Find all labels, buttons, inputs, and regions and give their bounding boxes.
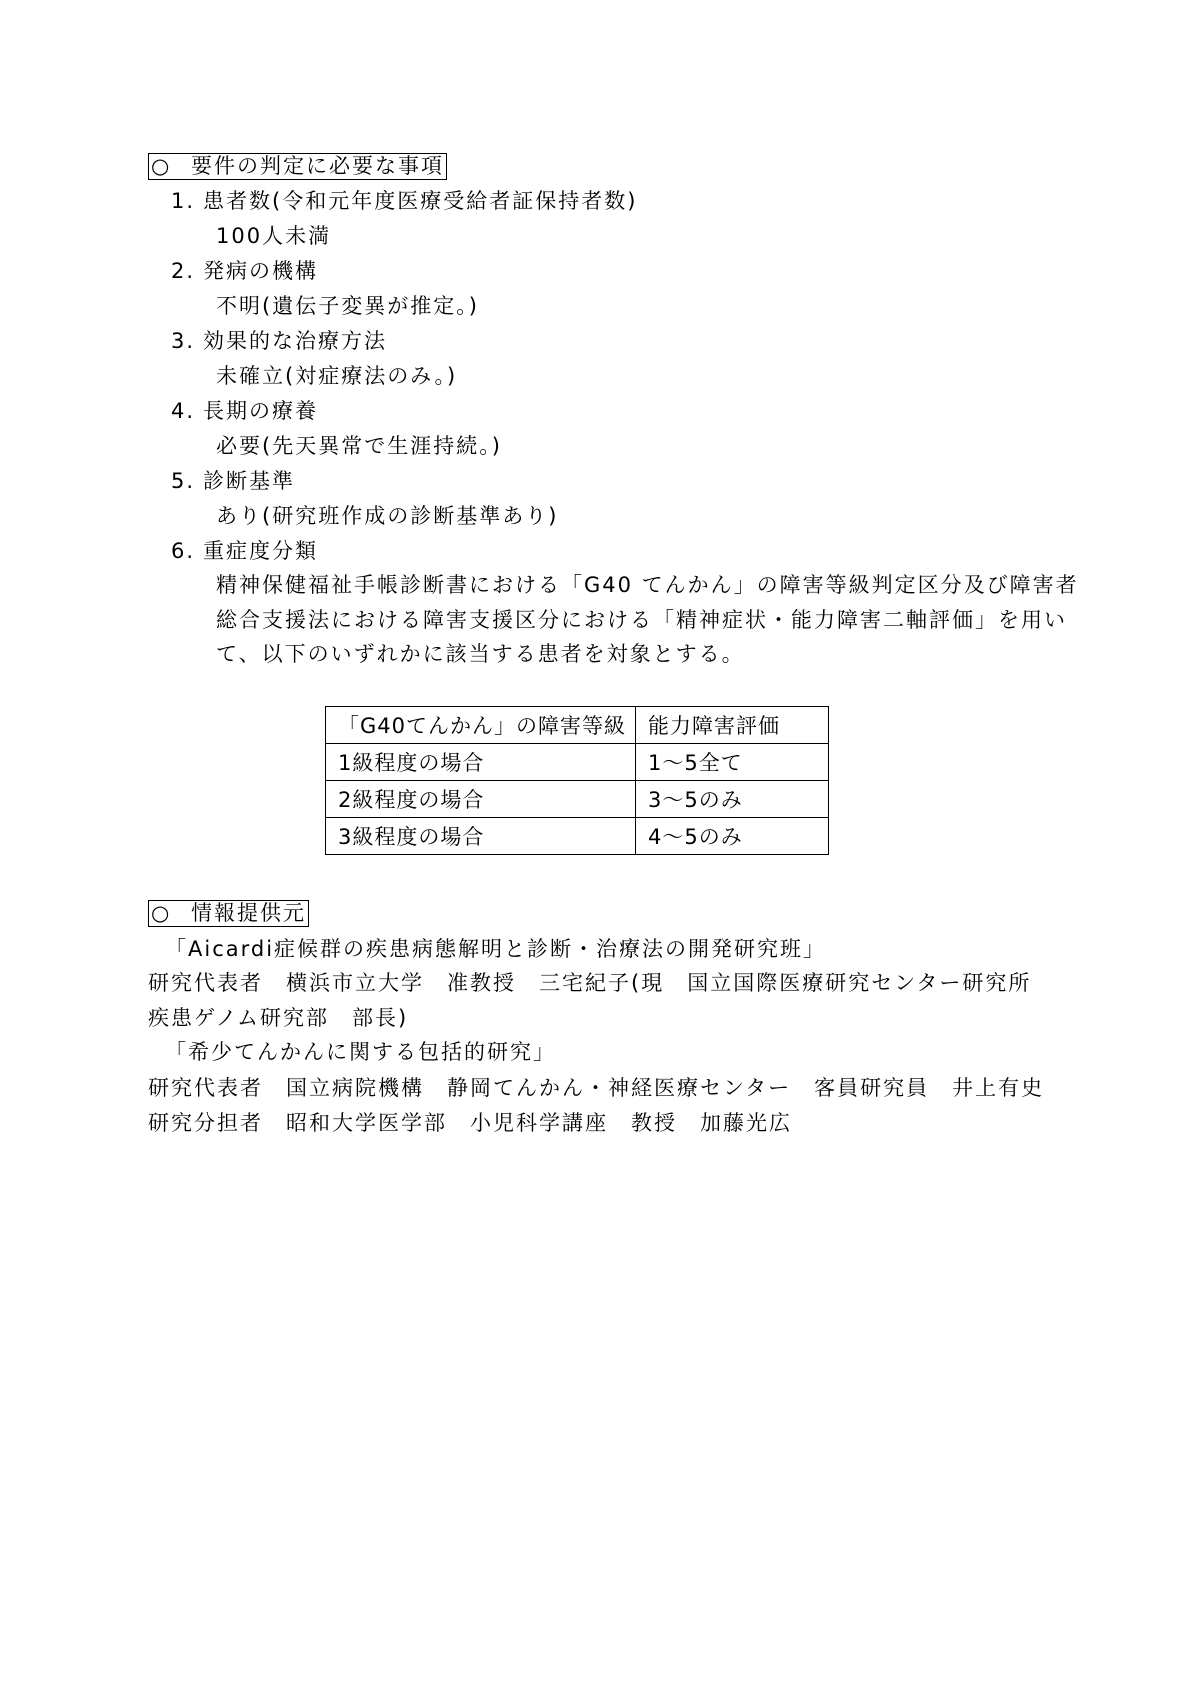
table-header-row <box>326 707 829 744</box>
table-cell: 1級程度の場合 <box>326 744 636 781</box>
item-number: 6. <box>171 539 196 563</box>
item-body: あり(研究班作成の診断基準あり) <box>216 504 559 528</box>
item-body: 100人未満 <box>216 224 332 248</box>
researcher-line: 研究代表者 国立病院機構 静岡てんかん・神経医療センター 客員研究員 井上有史 <box>148 1076 1045 1100</box>
section-title: 要件の判定に必要な事項 <box>191 154 444 178</box>
item-heading: 診断基準 <box>203 469 295 493</box>
table-header: 「G40てんかん」の障害等級 <box>326 707 636 744</box>
item-heading: 効果的な治療方法 <box>203 329 387 353</box>
item-heading: 重症度分類 <box>203 539 318 563</box>
circle-bullet: ○ <box>151 901 172 925</box>
table-cell: 3級程度の場合 <box>326 818 636 855</box>
research-group-title: 「Aicardi症候群の疾患病態解明と診断・治療法の開発研究班」 <box>165 937 827 961</box>
table-header: 能力障害評価 <box>636 707 829 744</box>
researcher-line: 研究代表者 横浜市立大学 准教授 三宅紀子(現 国立国際医療研究センター研究所 <box>148 971 1032 995</box>
item-body: 精神保健福祉手帳診断書における「G40 てんかん」の障害等級判定区分及び障害者 <box>216 573 1079 597</box>
severity-table <box>325 706 829 855</box>
item-number: 3. <box>171 329 196 353</box>
researcher-line: 研究分担者 昭和大学医学部 小児科学講座 教授 加藤光広 <box>148 1111 792 1135</box>
item-number: 5. <box>171 469 196 493</box>
item-body: 未確立(対症療法のみ。) <box>216 364 458 388</box>
table-cell: 3～5のみ <box>636 781 829 818</box>
table-row <box>326 744 829 781</box>
table-row <box>326 818 829 855</box>
table-cell: 2級程度の場合 <box>326 781 636 818</box>
item-heading: 発病の機構 <box>203 259 318 283</box>
item-body: 必要(先天異常で生涯持続。) <box>216 434 502 458</box>
section-header-sources <box>148 900 309 927</box>
table-cell: 4～5のみ <box>636 818 829 855</box>
section-title: 情報提供元 <box>191 901 306 925</box>
circle-bullet: ○ <box>151 154 172 178</box>
table-cell: 1～5全て <box>636 744 829 781</box>
item-number: 1. <box>171 189 196 213</box>
item-number: 2. <box>171 259 196 283</box>
item-number: 4. <box>171 399 196 423</box>
section-header-requirements <box>148 153 447 180</box>
item-heading: 長期の療養 <box>203 399 318 423</box>
item-body: 総合支援法における障害支援区分における「精神症状・能力障害二軸評価」を用い <box>216 608 1067 632</box>
item-heading: 患者数(令和元年度医療受給者証保持者数) <box>203 189 638 213</box>
item-body: て、以下のいずれかに該当する患者を対象とする。 <box>216 642 745 666</box>
table-row <box>326 781 829 818</box>
item-body: 不明(遺伝子変異が推定。) <box>216 294 479 318</box>
research-group-title: 「希少てんかんに関する包括的研究」 <box>165 1040 556 1064</box>
researcher-line: 疾患ゲノム研究部 部長) <box>148 1006 409 1030</box>
